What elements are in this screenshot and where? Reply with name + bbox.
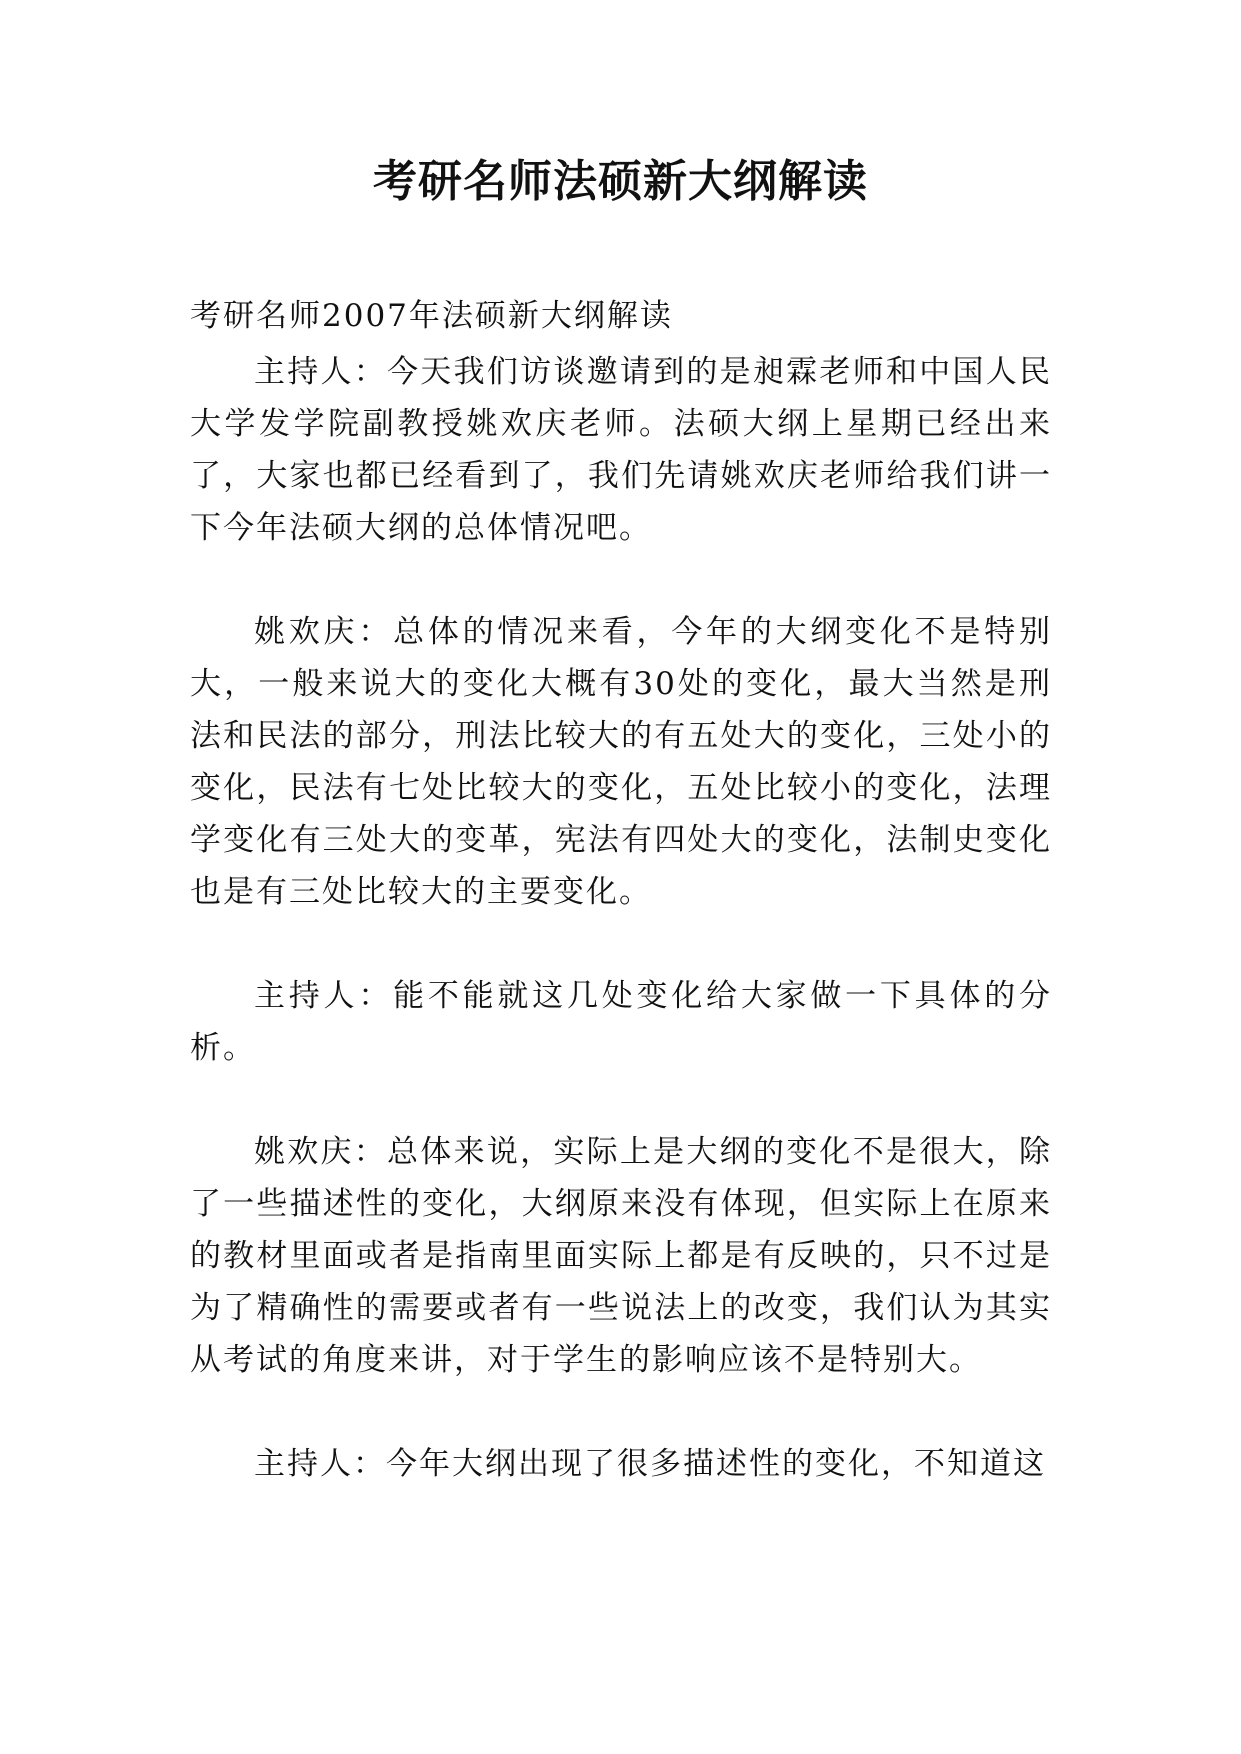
document-body bbox=[190, 290, 1052, 1490]
paragraph-host-question: 主持人：能不能就这几处变化给大家做一下具体的分析。 bbox=[190, 978, 1052, 1066]
paragraph-yao-overview: 姚欢庆：总体的情况来看，今年的大纲变化不是特别大，一般来说大的变化大概有30处的变化，最大当然是刑法和民法的部分，刑法比较大的有五处大的变化，三处小的变化，民法有七处比较大的变化，五处比较小的变化，法理学变化有三处大的变革，宪法有四处大的变化，法制史变化也是有三处比较大的主要变化。 bbox=[190, 614, 1052, 910]
document-title: 考研名师法硕新大纲解读 bbox=[373, 156, 868, 207]
paragraph-yao-analysis: 姚欢庆：总体来说，实际上是大纲的变化不是很大，除了一些描述性的变化，大纲原来没有体现，但实际上在原来的教材里面或者是指南里面实际上都是有反映的，只不过是为了精确性的需要或者有一些说法上的改变，我们认为其实从考试的角度来讲，对于学生的影响应该不是特别大。 bbox=[190, 1134, 1052, 1378]
paragraph-host-intro: 主持人：今天我们访谈邀请到的是昶霖老师和中国人民大学发学院副教授姚欢庆老师。法硕大纲上星期已经出来了，大家也都已经看到了，我们先请姚欢庆老师给我们讲一下今年法硕大纲的总体情况吧。 bbox=[190, 354, 1052, 546]
subtitle-paragraph: 考研名师2007年法硕新大纲解读 bbox=[190, 298, 673, 334]
paragraph-host-followup: 主持人：今年大纲出现了很多描述性的变化，不知道这 bbox=[254, 1446, 1046, 1482]
